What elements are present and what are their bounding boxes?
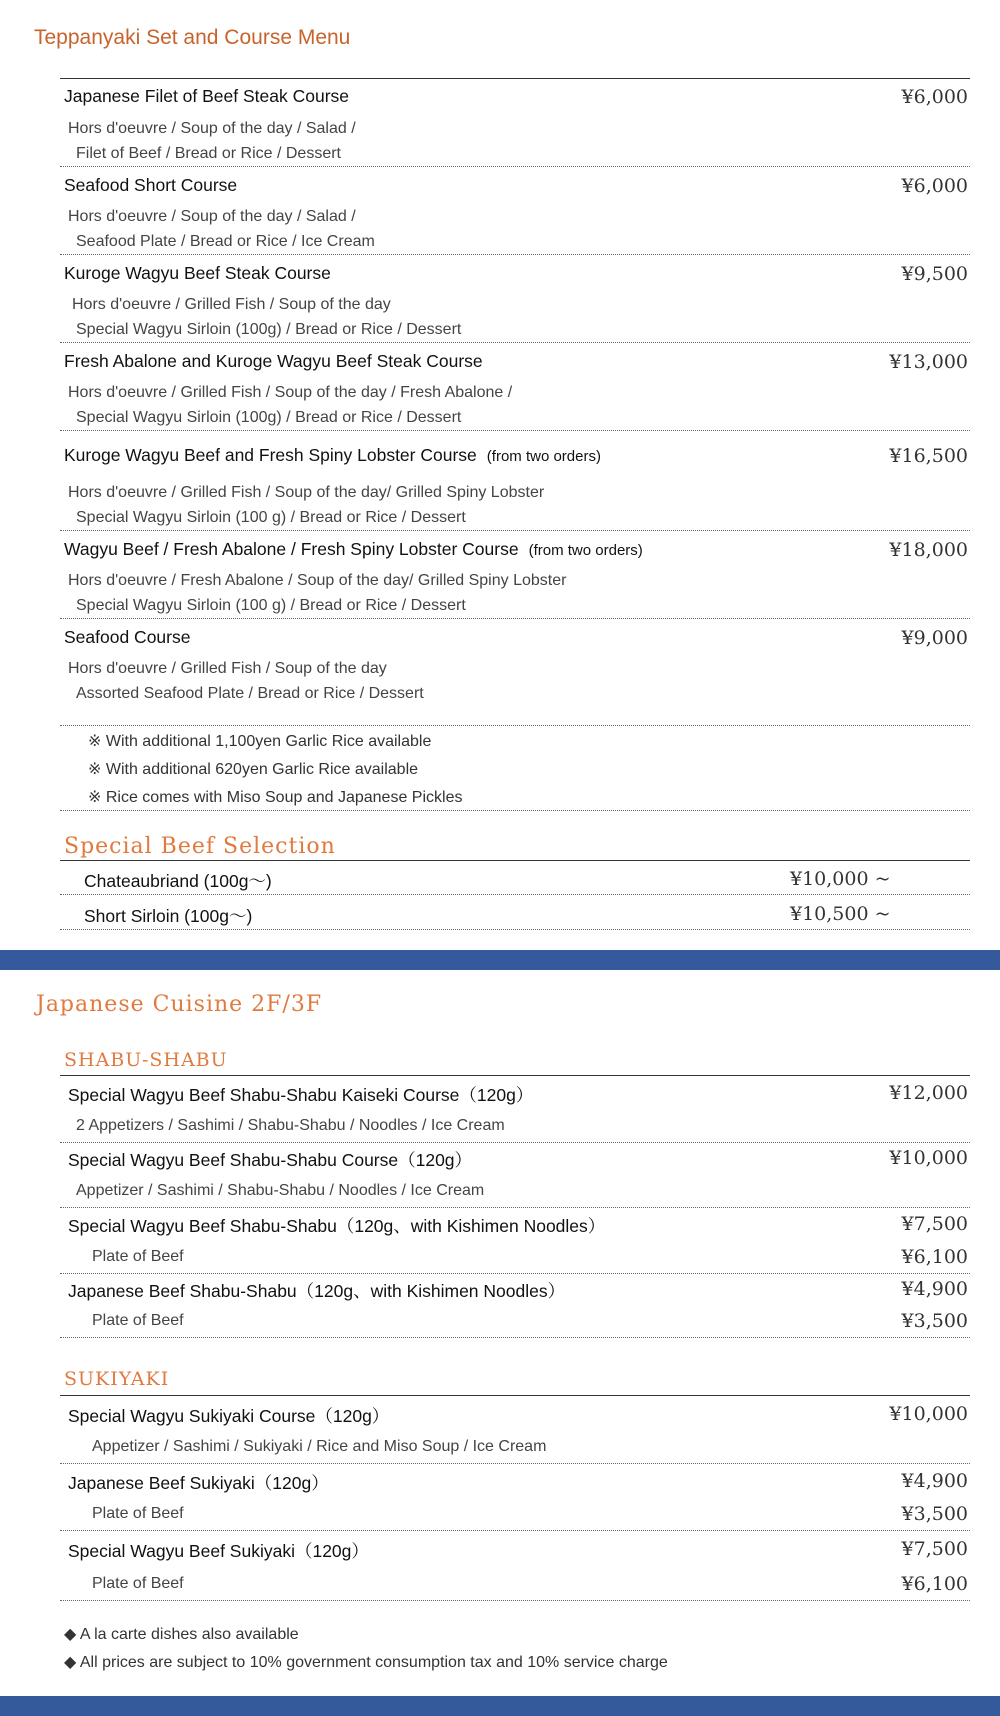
teppanyaki-title: Teppanyaki Set and Course Menu (34, 26, 351, 49)
dish-desc: Plate of Beef (92, 1505, 184, 1522)
course-price: ¥13,000 (889, 351, 968, 373)
divider (60, 1337, 970, 1338)
beef-item-price: ¥10,500 ~ (790, 903, 891, 925)
divider (60, 1600, 970, 1601)
course-note: (from two orders) (528, 542, 643, 559)
note-line: ※ With additional 1,100yen Garlic Rice available (88, 733, 432, 750)
course-desc: Assorted Seafood Plate / Bread or Rice / Dessert (76, 685, 424, 702)
japanese-cuisine-title: Japanese Cuisine 2F/3F (36, 992, 323, 1017)
divider (60, 894, 970, 895)
divider (60, 725, 970, 726)
dish-sub-price: ¥6,100 (901, 1573, 968, 1595)
course-desc: Hors d'oeuvre / Soup of the day / Salad / (68, 120, 356, 137)
dish-desc: Plate of Beef (92, 1575, 184, 1592)
dish-desc: Appetizer / Sashimi / Shabu-Shabu / Noodles / Ice Cream (76, 1182, 485, 1199)
divider (60, 1395, 970, 1396)
dish-desc: Plate of Beef (92, 1248, 184, 1265)
dish-price: ¥10,000 (889, 1147, 968, 1169)
dish-name: Special Wagyu Beef Shabu-Shabu Course（120g） (68, 1150, 473, 1170)
course-desc: Hors d'oeuvre / Soup of the day / Salad / (68, 208, 356, 225)
divider (60, 530, 970, 531)
dish-price: ¥4,900 (901, 1470, 968, 1492)
divider (60, 1075, 970, 1076)
dish-name: Japanese Beef Shabu-Shabu（120g、with Kishimen Noodles） (68, 1281, 566, 1301)
course-desc: Hors d'oeuvre / Grilled Fish / Soup of the day (68, 660, 387, 677)
note-line: ※ With additional 620yen Garlic Rice available (88, 761, 419, 778)
dish-desc: 2 Appetizers / Sashimi / Shabu-Shabu / Noodles / Ice Cream (76, 1117, 505, 1134)
footer-band (0, 1696, 1000, 1716)
dish-price: ¥4,900 (901, 1278, 968, 1300)
dish-price: ¥10,000 (889, 1403, 968, 1425)
divider (60, 166, 970, 167)
divider (60, 1207, 970, 1208)
dish-price: ¥12,000 (889, 1082, 968, 1104)
special-beef-title: Special Beef Selection (64, 834, 336, 859)
course-price: ¥6,000 (901, 86, 968, 108)
sukiyaki-title: SUKIYAKI (64, 1368, 170, 1390)
course-name: Japanese Filet of Beef Steak Course (64, 86, 350, 106)
dish-sub-price: ¥3,500 (901, 1310, 968, 1332)
course-name: Seafood Course (64, 627, 191, 647)
course-price: ¥18,000 (889, 539, 968, 561)
course-price: ¥9,000 (901, 627, 968, 649)
course-desc: Hors d'oeuvre / Grilled Fish / Soup of the day / Fresh Abalone / (68, 384, 513, 401)
dish-desc: Appetizer / Sashimi / Sukiyaki / Rice and Miso Soup / Ice Cream (92, 1438, 547, 1455)
beef-item-name: Chateaubriand (100g〜) (84, 871, 272, 891)
divider (60, 1273, 970, 1274)
shabu-title: SHABU-SHABU (64, 1049, 228, 1071)
course-name: Wagyu Beef / Fresh Abalone / Fresh Spiny Lobster Course (from two orders) (64, 539, 643, 559)
course-name: Fresh Abalone and Kuroge Wagyu Beef Steak Course (64, 351, 483, 371)
course-desc: Special Wagyu Sirloin (100 g) / Bread or Rice / Dessert (76, 597, 466, 614)
course-desc: Hors d'oeuvre / Fresh Abalone / Soup of the day/ Grilled Spiny Lobster (68, 572, 567, 589)
beef-item-name: Short Sirloin (100g〜) (84, 906, 253, 926)
course-price: ¥6,000 (901, 175, 968, 197)
divider (60, 929, 970, 930)
divider (60, 430, 970, 431)
dish-price: ¥7,500 (901, 1213, 968, 1235)
dish-price: ¥7,500 (901, 1538, 968, 1560)
section-band (0, 950, 1000, 970)
course-name: Kuroge Wagyu Beef and Fresh Spiny Lobster Course (from two orders) (64, 445, 601, 465)
footnote: ◆ All prices are subject to 10% government consumption tax and 10% service charge (64, 1654, 668, 1671)
course-desc: Special Wagyu Sirloin (100 g) / Bread or Rice / Dessert (76, 509, 466, 526)
course-desc: Seafood Plate / Bread or Rice / Ice Cream (76, 233, 375, 250)
note-line: ※ Rice comes with Miso Soup and Japanese Pickles (88, 789, 463, 806)
course-name: Kuroge Wagyu Beef Steak Course (64, 263, 331, 283)
divider (60, 342, 970, 343)
dish-name: Special Wagyu Beef Shabu-Shabu Kaiseki Course（120g） (68, 1085, 534, 1105)
divider (60, 254, 970, 255)
dish-name: Special Wagyu Beef Sukiyaki（120g） (68, 1541, 369, 1561)
divider (60, 810, 970, 811)
divider (60, 1530, 970, 1531)
divider (60, 860, 970, 861)
divider (60, 1142, 970, 1143)
course-desc: Special Wagyu Sirloin (100g) / Bread or Rice / Dessert (76, 321, 462, 338)
course-desc: Hors d'oeuvre / Grilled Fish / Soup of the day/ Grilled Spiny Lobster (68, 484, 545, 501)
beef-item-price: ¥10,000 ~ (790, 868, 891, 890)
course-desc: Hors d'oeuvre / Grilled Fish / Soup of the day (72, 296, 391, 313)
course-name: Seafood Short Course (64, 175, 238, 195)
divider (60, 1463, 970, 1464)
dish-desc: Plate of Beef (92, 1312, 184, 1329)
divider (60, 78, 970, 79)
dish-name: Japanese Beef Sukiyaki（120g） (68, 1473, 329, 1493)
dish-name: Special Wagyu Sukiyaki Course（120g） (68, 1406, 390, 1426)
course-desc: Filet of Beef / Bread or Rice / Dessert (76, 145, 341, 162)
course-desc: Special Wagyu Sirloin (100g) / Bread or Rice / Dessert (76, 409, 462, 426)
course-price: ¥9,500 (901, 263, 968, 285)
dish-sub-price: ¥3,500 (901, 1503, 968, 1525)
dish-sub-price: ¥6,100 (901, 1246, 968, 1268)
course-note: (from two orders) (486, 448, 601, 465)
divider (60, 618, 970, 619)
course-price: ¥16,500 (889, 445, 968, 467)
footnote: ◆ A la carte dishes also available (64, 1626, 299, 1643)
dish-name: Special Wagyu Beef Shabu-Shabu（120g、with Kishimen Noodles） (68, 1216, 606, 1236)
